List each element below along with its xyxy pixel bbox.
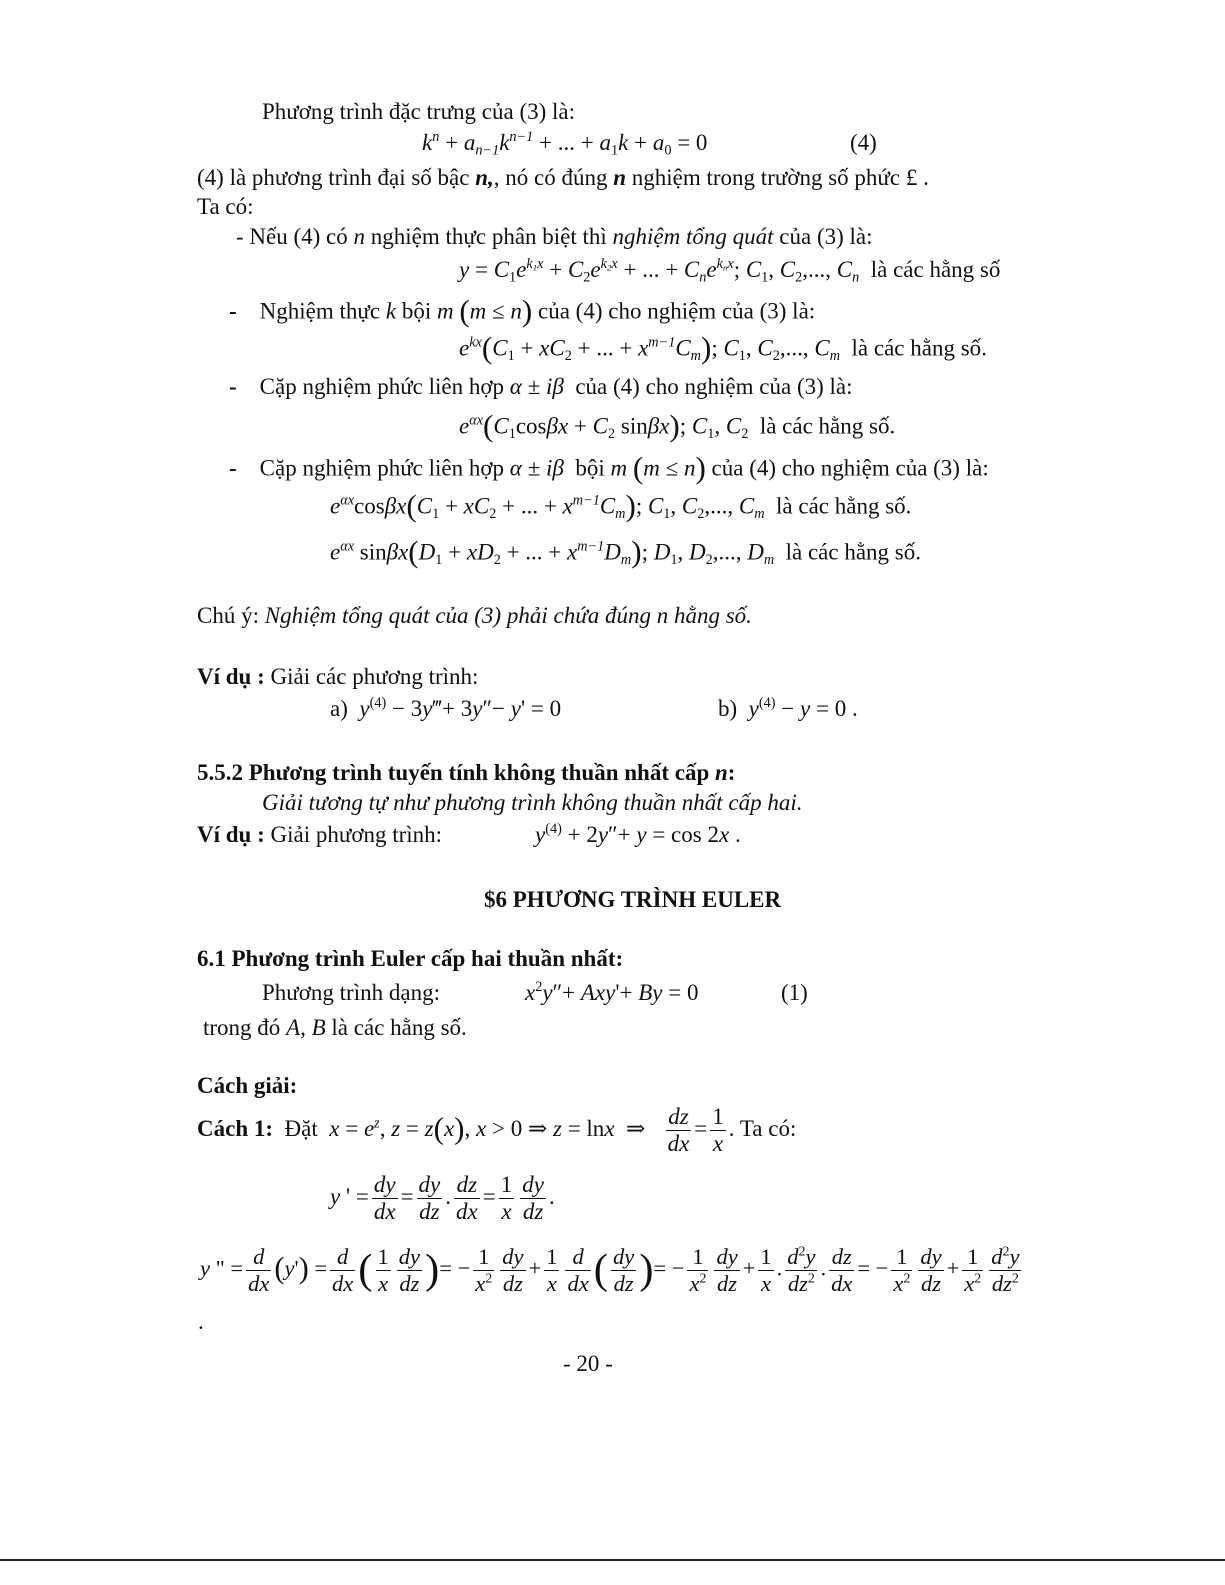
example-a: a) $y^{(4)}$ − 3y‴+ 3y″− y' = 0 [330,695,562,721]
text: là các hằng số. [759,413,896,439]
text: b) [718,696,738,721]
complex-root-formula: $e^{\alpha x}(C_1\cos\beta x + C_2$ sinβx); $C_1$, $C_2$ là các hằng số. [459,408,896,443]
paragraph-degree: (4) là phương trình đại số bậc n,, nó có đúng n nghiệm trong trường số phức £ . [197,165,929,190]
text: 5.5.2 Phương trình tuyến tính không thuần nhất cấp [197,760,710,785]
text: là các hằng số. [785,539,922,565]
dash: - [229,298,237,324]
example-heading [197,665,478,688]
example-label: Ví dụ : [197,822,265,847]
text: của (4) cho nghiệm của (3) là: [711,455,989,481]
text: của (4) cho nghiệm của (3) là: [575,374,853,399]
second-derivative-formula: y " = $\frac{d}{dx}$ (y') = $\frac{d}{dx}$ ( $\frac{1}{x}$ $\frac{dy}{dz}$ )= − $\frac{1}{x^2}$ $\frac{dy}{dz}$ + $\frac{1}{x}$ $\frac{d}{dx}$ ( $\frac{dy}{dz}$ )= − $\frac{1}{x^2}$ $\frac{dy}{dz}$ + $\frac{1}{x}$ . $\frac{d^2y}{dz^2}$ . $\frac{dz}{dx}$ = − $\frac{1}{x^2}$ $\frac{dy}{dz}$ + $\frac{1}{x^2}$ $\frac{d^2y}{dz^2}$ [200,1244,1020,1296]
method-label: Cách 1: [197,1116,274,1142]
section-6-title: $6 PHƯƠNG TRÌNH EULER [484,887,782,912]
equation-form-label: Phương trình dạng: [262,980,440,1005]
multiple-complex-cos-formula: $e^{\alpha x}\cos\beta x(C_1 + xC_2$ + ... + $x^{m-1}C_m$); $C_1$, $C_2$,..., $C_m$ là các hằng số. [330,488,912,523]
section-552-title [197,761,735,784]
char-eq-intro: Phương trình đặc trưng của (3) là: [262,99,576,124]
note-text: Nghiệm tổng quát của (3) phải chứa đúng n hằng số. [264,603,752,628]
example-b: b) $y^{(4)} - y = 0$ . [718,695,858,721]
case-multiple-complex: - Cặp nghiệm phức liên hợp α ± iβ bội m (m ≤ n) của (4) cho nghiệm của (3) là: [229,450,989,485]
euler-equation: $x^2y''+ Axy'+ By = 0$ [525,979,699,1005]
text: của (3) là: [779,224,873,249]
text: nghiệm thực phân biệt thì [370,224,607,249]
text: trong đó [203,1015,281,1040]
example-2-equation: $y^{(4)} + 2y''+ y = \cos 2x$ . [535,821,741,847]
text: Đặt [284,1116,318,1142]
ta-co: Ta có: [197,194,254,219]
case-distinct-real: - Nếu (4) có n nghiệm thực phân biệt thì nghiệm tổng quát của (3) là: [236,224,873,249]
text: của (4) cho nghiệm của (3) là: [538,298,816,324]
text: bội [575,455,605,481]
example-label: Ví dụ : [197,664,265,689]
section-552-text: Giải tương tự như phương trình không thuần nhất cấp hai. [262,790,803,815]
first-derivative-formula: y ' = $\frac{dy}{dx}$ = $\frac{dy}{dz}$ . $\frac{dz}{dx}$ = $\frac{1}{x}$ $\frac{dy}{dz}$ . [330,1172,555,1225]
text: (4) là phương trình đại số bậc [197,165,470,190]
text: Nghiệm thực [259,298,381,324]
case-multiple-real: - Nghiệm thực k bội m (m ≤ n) của (4) cho nghiệm của (3) là: [229,293,816,328]
text: Giải phương trình: [270,822,443,847]
text: nghiệm tổng quát [612,224,774,249]
note-label: Chú ý: [197,603,259,628]
text: bội [401,298,432,324]
page-bottom-border [0,1559,1225,1561]
text: là các hằng số. [331,1015,467,1040]
text: n [715,760,728,785]
text: . Ta có: [728,1116,797,1142]
trailing-dot: . [198,1309,204,1334]
text: Giải các phương trình: [270,664,479,689]
text: là các hằng số [870,257,1001,282]
note [197,604,752,627]
text: Cặp nghiệm phức liên hợp [259,455,505,481]
method-1-substitution: Cách 1: Đặt $x = e^z$, z = z(x), x > 0 ⇒ z = lnx ⇒ $\frac{dz}{dx}$ = $\frac{1}{x}$ . Ta có: [197,1104,797,1157]
text: a) [330,696,348,721]
text: , nó có đúng [493,165,608,190]
text: - Nếu (4) có [236,224,348,249]
multiple-root-formula: $e^{kx}(C_1 + xC_2$ + ... + $x^{m-1}C_m$); $C_1$, $C_2$,..., $C_m$ là các hằng số. [459,330,987,365]
text: Cặp nghiệm phức liên hợp [259,374,505,399]
text: là các hằng số. [851,335,987,361]
text: : [727,760,736,785]
case-complex: - Cặp nghiệm phức liên hợp α ± iβ của (4) cho nghiệm của (3) là: [229,374,853,399]
text: A, B [286,1015,326,1040]
general-solution-formula: $y = C_1e^{k_1x} + C_2e^{k_2x}$ + ... + $C_ne^{k_nx}$; $C_1$, $C_2$,..., $C_n$ là các hằng số [459,256,1001,286]
section-61-title: 6.1 Phương trình Euler cấp hai thuần nhất: [197,946,624,971]
eq-label-4: (4) [850,130,877,155]
dash: - [229,374,237,399]
multiple-complex-sin-formula: $e^{\alpha x}$ $\sin\beta x(D_1 + xD_2$ + ... + $x^{m-1}D_m$); $D_1$, $D_2$,..., $D_m$ là các hằng số. [330,534,922,569]
where-constants [203,1016,467,1039]
dash: - [229,455,237,481]
example-2 [197,823,442,846]
page-number: - 20 - [563,1351,613,1376]
eq-label-1: (1) [781,980,808,1005]
method-heading: Cách giải: [197,1073,298,1098]
text: là các hằng số. [776,493,912,519]
text: nghiệm trong trường số phức £ . [631,165,929,190]
char-equation: $k^n + a_{n-1}k^{n-1}$ + ... + $a_1k + a_0 = 0$ [422,129,708,159]
